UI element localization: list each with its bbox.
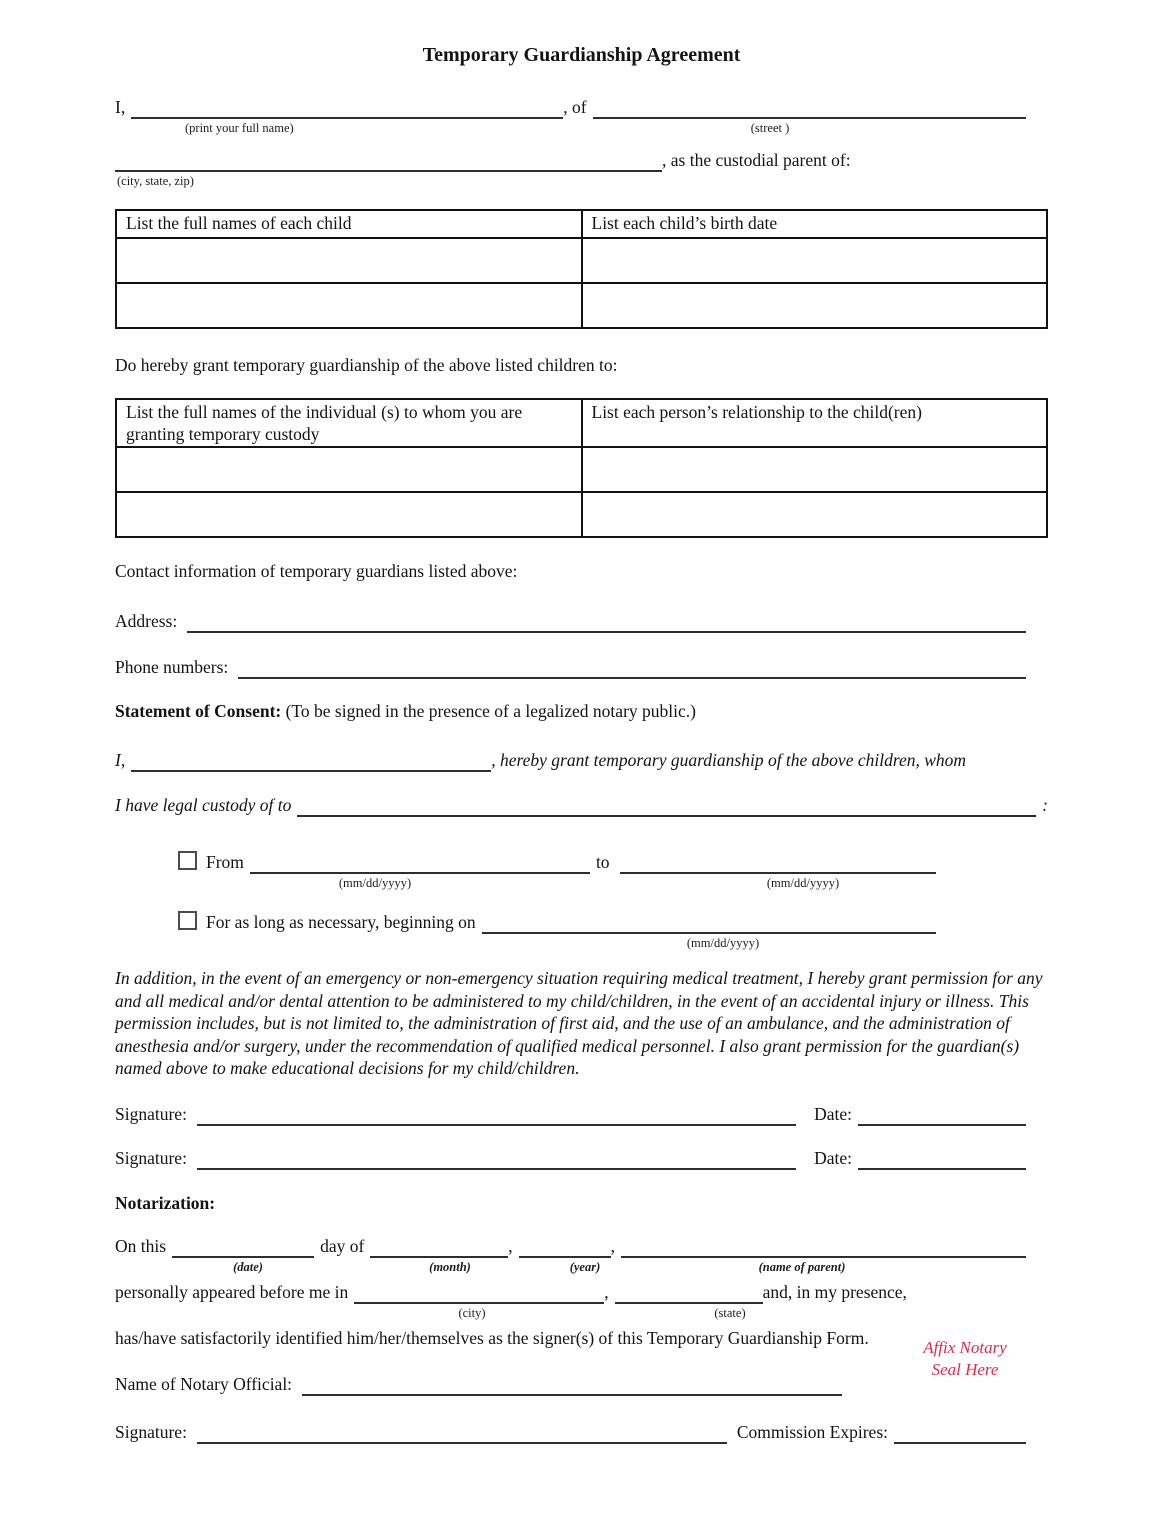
to-label: to xyxy=(595,852,610,872)
guardian-names-header: List the full names of the individual (s) to whom you are granting temporary custody xyxy=(116,399,582,447)
duration-sublabels xyxy=(115,934,1048,954)
beginning-date-line[interactable] xyxy=(482,911,936,934)
guardian-relationship-cell[interactable] xyxy=(582,492,1048,537)
consent-line-1-text: , hereby grant temporary guardianship of the above children, whom xyxy=(491,750,967,770)
children-names-header: List the full names of each child xyxy=(116,210,582,238)
phone-label: Phone numbers: xyxy=(115,657,229,677)
child-name-cell[interactable] xyxy=(116,283,582,328)
city-state-zip-hint: (city, state, zip) xyxy=(117,174,194,188)
year-hint: (year) xyxy=(569,1259,601,1274)
city-hint: (city) xyxy=(458,1305,486,1320)
affix-seal-line-2: Seal Here xyxy=(931,1360,999,1379)
consent-heading-title: Statement of Consent: xyxy=(115,701,282,721)
notary-date-line[interactable] xyxy=(172,1235,314,1258)
notary-city-line[interactable] xyxy=(354,1281,604,1304)
identified-statement: has/have satisfactorily identified him/her/themselves as the signer(s) of this Temporary Guardianship Form. xyxy=(115,1327,869,1348)
intro-line-2 xyxy=(115,148,1048,172)
signature-label: Signature: xyxy=(115,1421,187,1442)
guardians-table-header-row xyxy=(116,399,1047,447)
child-birthdate-cell[interactable] xyxy=(582,238,1048,283)
affix-seal-line-1: Affix Notary xyxy=(923,1338,1007,1357)
notary-name-line[interactable] xyxy=(302,1373,842,1396)
notary-year-line[interactable] xyxy=(519,1235,611,1258)
notary-state-line[interactable] xyxy=(615,1281,763,1304)
medical-consent-paragraph: In addition, in the event of an emergency or non-emergency situation requiring medical treatment, I hereby grant permission for any and all medical and/or dental attention to be administered to my child/children, in the event of an accidental injury or illness. This permission includes, but is not limited to, the administration of first aid, and the use of an ambulance, and the administration of anesthesia and/or surgery, under the recommendation of qualified medical personnel. I also grant permission for the guardian(s) named above to make educational decisions for my child/children. xyxy=(115,968,1043,1078)
from-date-line[interactable] xyxy=(250,851,590,874)
consent-custody-to-line[interactable] xyxy=(297,794,1036,817)
address-input-line[interactable] xyxy=(187,610,1026,633)
guardian-name-cell[interactable] xyxy=(116,492,582,537)
city-state-zip-line[interactable] xyxy=(115,149,662,172)
parent-full-name-line[interactable] xyxy=(131,96,563,119)
consent-line-1 xyxy=(115,748,1048,772)
custodial-parent-label: , as the custodial parent of: xyxy=(662,150,851,170)
beginning-date-format-hint: (mm/dd/yyyy) xyxy=(686,936,760,950)
to-date-line[interactable] xyxy=(620,851,936,874)
from-to-option-row xyxy=(178,850,1048,874)
from-checkbox[interactable] xyxy=(178,851,197,870)
state-hint: (state) xyxy=(714,1305,746,1320)
children-table xyxy=(115,209,1048,329)
notary-name-label: Name of Notary Official: xyxy=(115,1373,293,1394)
contact-heading: Contact information of temporary guardians listed above: xyxy=(115,561,518,581)
street-hint: (street ) xyxy=(750,121,790,135)
street-line[interactable] xyxy=(593,96,1026,119)
duration-label: For as long as necessary, beginning on xyxy=(206,912,476,932)
intro-line-1 xyxy=(115,95,1026,119)
signature-label: Signature: xyxy=(115,1147,187,1168)
phone-line xyxy=(115,655,1026,679)
from-date-format-hint: (mm/dd/yyyy) xyxy=(338,876,412,890)
month-hint: (month) xyxy=(429,1259,471,1274)
signature-label: Signature: xyxy=(115,1103,187,1124)
affix-notary-seal-note xyxy=(900,1337,1030,1381)
parent-name-hint: (name of parent) xyxy=(758,1259,846,1274)
date-label: Date: xyxy=(814,1103,852,1124)
children-birthdates-header: List each child’s birth date xyxy=(582,210,1048,238)
comma: , xyxy=(604,1281,609,1302)
day-of-label: day of xyxy=(320,1235,365,1256)
notary-signature-line[interactable] xyxy=(197,1421,727,1444)
notarization-line-1 xyxy=(115,1234,1026,1258)
address-line xyxy=(115,609,1026,633)
page-title: Temporary Guardianship Agreement xyxy=(422,44,741,66)
from-to-sublabels xyxy=(115,874,1048,894)
table-row xyxy=(116,492,1047,537)
duration-option-row xyxy=(178,910,1048,934)
notarization-heading: Notarization: xyxy=(115,1192,216,1213)
guardian-relationship-cell[interactable] xyxy=(582,447,1048,492)
guardians-table xyxy=(115,398,1048,538)
consent-line-2-lead: I have legal custody of to xyxy=(115,795,292,815)
address-label: Address: xyxy=(115,611,178,631)
phone-input-line[interactable] xyxy=(238,656,1026,679)
children-table-header-row xyxy=(116,210,1047,238)
signature-row-1 xyxy=(115,1102,1026,1126)
date-line-1[interactable] xyxy=(858,1103,1026,1126)
notarization-line-1-sublabels xyxy=(115,1258,1048,1278)
consent-heading-note: (To be signed in the presence of a legalized notary public.) xyxy=(281,701,696,721)
table-row xyxy=(116,283,1047,328)
guardian-name-cell[interactable] xyxy=(116,447,582,492)
intro-line-1-sublabels xyxy=(115,119,1048,139)
consent-line-2 xyxy=(115,793,1048,817)
notarization-line-2-sublabels xyxy=(115,1304,1048,1324)
intro-line-2-sublabels xyxy=(115,172,1048,192)
from-label: From xyxy=(206,852,244,872)
table-row xyxy=(116,238,1047,283)
date-line-2[interactable] xyxy=(858,1147,1026,1170)
on-this-label: On this xyxy=(115,1235,167,1256)
commission-expires-label: Commission Expires: xyxy=(736,1421,888,1442)
as-long-as-necessary-checkbox[interactable] xyxy=(178,911,197,930)
notary-signature-row xyxy=(115,1420,1026,1444)
consent-line-2-colon: : xyxy=(1042,795,1048,815)
intro-of-label: , of xyxy=(563,97,587,117)
appeared-label: personally appeared before me in xyxy=(115,1281,349,1302)
signature-line-2[interactable] xyxy=(197,1147,796,1170)
table-row xyxy=(116,447,1047,492)
presence-label: and, in my presence, xyxy=(762,1281,907,1302)
child-name-cell[interactable] xyxy=(116,238,582,283)
date-hint: (date) xyxy=(233,1259,263,1274)
consent-i-label: I, xyxy=(115,750,126,770)
signature-line-1[interactable] xyxy=(197,1103,796,1126)
print-name-hint: (print your full name) xyxy=(185,121,294,135)
notary-parent-name-line[interactable] xyxy=(621,1235,1026,1258)
notary-month-line[interactable] xyxy=(370,1235,508,1258)
guardian-relationship-header: List each person’s relationship to the child(ren) xyxy=(582,399,1048,447)
commission-expires-line[interactable] xyxy=(894,1421,1026,1444)
notarization-line-2 xyxy=(115,1280,1048,1304)
child-birthdate-cell[interactable] xyxy=(582,283,1048,328)
signature-row-2 xyxy=(115,1146,1026,1170)
comma: , xyxy=(610,1235,616,1256)
comma: , xyxy=(508,1235,513,1256)
consent-parent-name-line[interactable] xyxy=(131,749,491,772)
date-label: Date: xyxy=(814,1147,852,1168)
intro-i-label: I, xyxy=(115,97,126,117)
grant-statement: Do hereby grant temporary guardianship of the above listed children to: xyxy=(115,355,618,375)
consent-heading xyxy=(115,700,1048,723)
to-date-format-hint: (mm/dd/yyyy) xyxy=(766,876,840,890)
